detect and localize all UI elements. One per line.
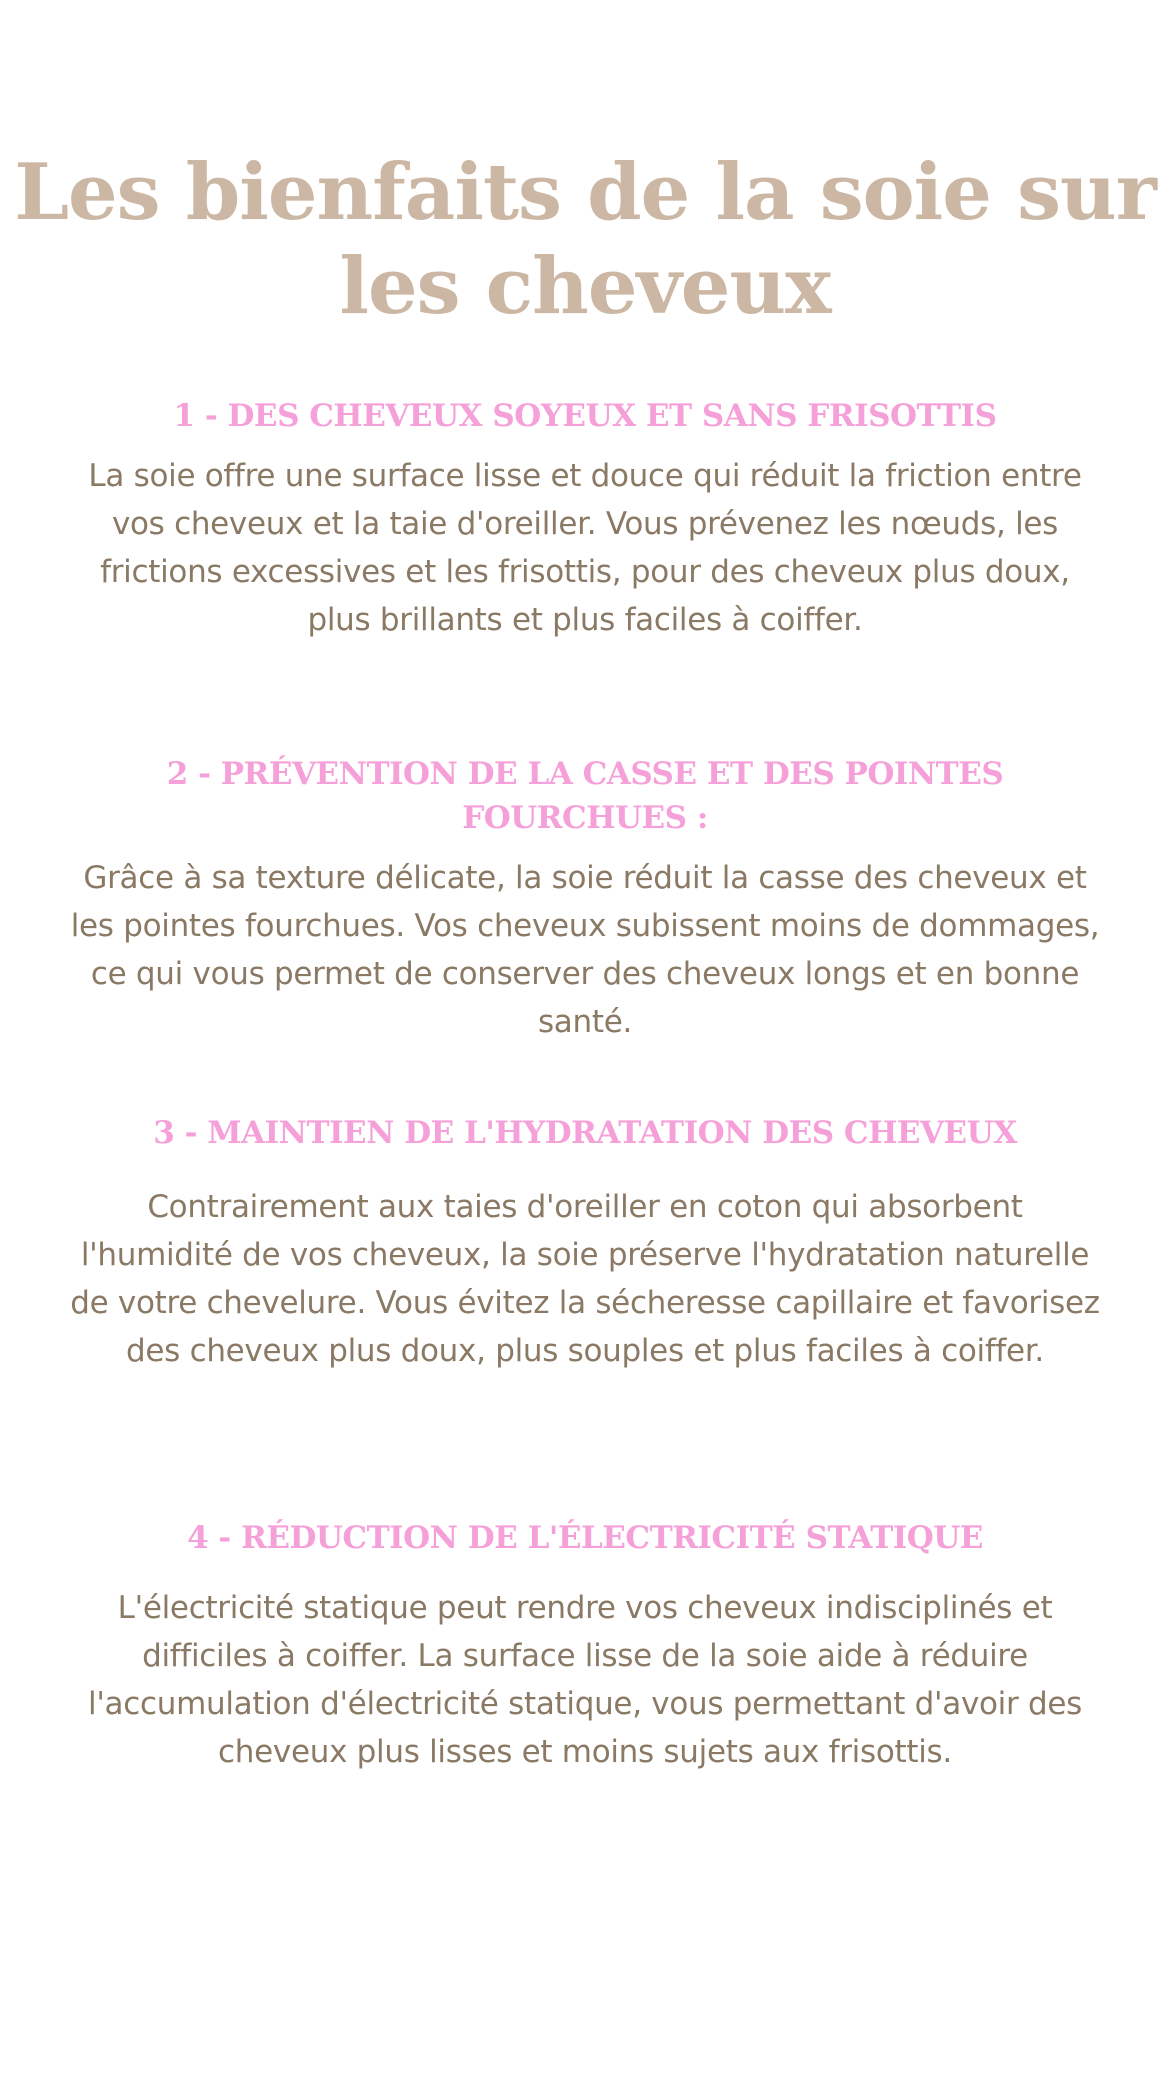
benefit-section-1	[70, 394, 1100, 644]
section-heading: 2 - PRÉVENTION DE LA CASSE ET DES POINTES FOURCHUES :	[166, 756, 1004, 836]
section-heading: 4 - RÉDUCTION DE L'ÉLECTRICITÉ STATIQUE	[187, 1520, 983, 1556]
benefit-section-2	[70, 752, 1100, 1046]
section-heading: 3 - MAINTIEN DE L'HYDRATATION DES CHEVEUX	[153, 1115, 1017, 1151]
section-heading: 1 - DES CHEVEUX SOYEUX ET SANS FRISOTTIS	[173, 398, 997, 434]
section-body: Grâce à sa texture délicate, la soie réduit la casse des cheveux et les pointes fourchues. Vos cheveux subissent moins de dommages, ce qui vous permet de conserver des cheveux longs et en bonne santé.	[70, 860, 1100, 1040]
section-body: L'électricité statique peut rendre vos cheveux indisciplinés et difficiles à coiffer. La surface lisse de la soie aide à réduire l'accumulation d'électricité statique, vous permettant d'avoir des cheveux plus lisses et moins sujets aux frisottis.	[88, 1590, 1082, 1770]
benefit-section-3	[70, 1111, 1100, 1375]
benefit-section-4	[70, 1516, 1100, 1776]
page-title: Les bienfaits de la soie sur les cheveux	[14, 147, 1156, 332]
section-body: Contrairement aux taies d'oreiller en coton qui absorbent l'humidité de vos cheveux, la soie préserve l'hydratation naturelle de votre chevelure. Vous évitez la sécheresse capillaire et favorisez des cheveux plus doux, plus souples et plus faciles à coiffer.	[70, 1189, 1100, 1369]
section-body: La soie offre une surface lisse et douce qui réduit la friction entre vos cheveux et la taie d'oreiller. Vous prévenez les nœuds, les frictions excessives et les frisottis, pour des cheveux plus doux, plus brillants et plus faciles à coiffer.	[88, 458, 1082, 638]
